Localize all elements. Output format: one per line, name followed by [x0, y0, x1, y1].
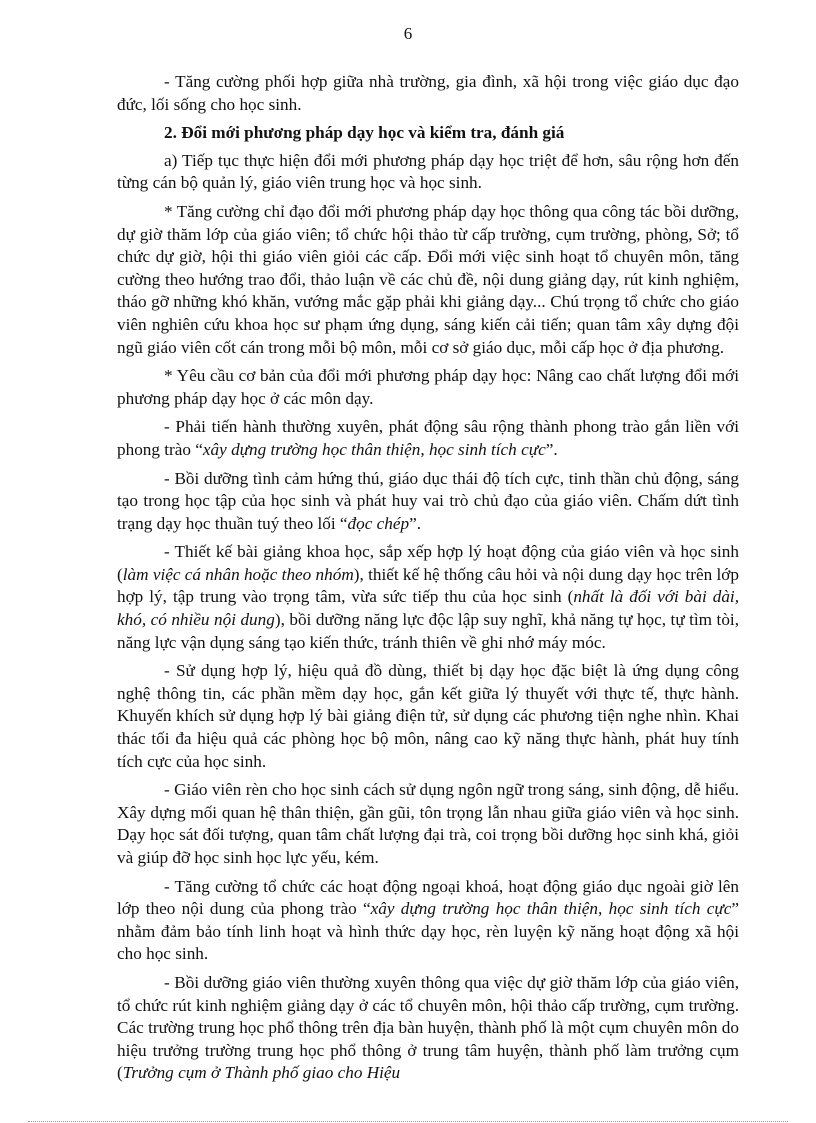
text-run: ”. [545, 439, 558, 459]
italic-text: nhất là đối với bài dài, khó, có nhiều nội dung [117, 587, 739, 630]
text-run: ), thiết kế hệ thống câu hỏi và nội dung dạy học trên lớp hợp lý, tập trung vào trọng tâm, vừa sức tiếp thu của học sinh ( [117, 564, 739, 607]
text-run: ), bồi dưỡng năng lực độc lập suy nghĩ, khả năng tự học, tự tìm tòi, năng lực vận dụng sáng tạo kiến thức, tránh thiên về ghi nhớ máy móc. [117, 610, 739, 652]
section-heading: 2. Đổi mới phương pháp dạy học và kiểm tra, đánh giá [164, 123, 565, 143]
paragraph: - Giáo viên rèn cho học sinh cách sử dụng ngôn ngữ trong sáng, sinh động, dễ hiểu. Xây dựng mối quan hệ thân thiện, gần gũi, tôn trọng lẫn nhau giữa giáo viên và học sinh. Dạy học sát đối tượng, quan tâm chất lượng đại trà, coi trọng bồi dưỡng học sinh khá, giỏi và giúp đỡ học sinh học lực yếu, kém. [117, 780, 739, 867]
paragraph [117, 468, 739, 536]
text-run: ” nhằm đảm bảo tính linh hoạt và hình thức dạy học, rèn luyện kỹ năng hoạt động xã hội cho học sinh. [117, 899, 739, 964]
paragraph [117, 972, 739, 1085]
italic-text: xây dựng trường học thân thiện, học sinh tích cực [202, 439, 546, 459]
italic-text: làm việc cá nhân hoặc theo nhóm [122, 564, 354, 584]
paragraph [117, 416, 739, 461]
paragraph [117, 876, 739, 966]
paragraph: - Tăng cường phối hợp giữa nhà trường, gia đình, xã hội trong việc giáo dục đạo đức, lối sống cho học sinh. [117, 72, 739, 114]
italic-text: Trưởng cụm ở Thành phố giao cho Hiệu [122, 1063, 401, 1083]
italic-text: đọc chép [347, 513, 410, 533]
text-run: - Bồi dưỡng tình cảm hứng thú, giáo dục thái độ tích cực, tinh thần chủ động, sáng tạo trong học tập của học sinh và phát huy vai trò chủ đạo của giáo viên. Chấm dứt tình trạng dạy học thuần tuý theo lối “ [117, 468, 739, 533]
paragraph: a) Tiếp tục thực hiện đổi mới phương pháp dạy học triệt để hơn, sâu rộng hơn đến từng cán bộ quản lý, giáo viên trung học và học sinh. [117, 150, 739, 193]
paragraph [117, 541, 739, 654]
page-number: 6 [403, 24, 413, 43]
paragraph: - Sử dụng hợp lý, hiệu quả đồ dùng, thiết bị dạy học đặc biệt là ứng dụng công nghệ thông tin, các phần mềm dạy học, gắn kết giữa lý thuyết với thực tế, thực hành. Khuyến khích sử dụng hợp lý bài giảng điện tử, sử dụng các phương tiện nghe nhìn. Khai thác tối đa hiệu quả các phòng học bộ môn, nâng cao kỹ năng thực hành, phát huy tính tích cực của học sinh. [117, 661, 739, 771]
text-run: - Phải tiến hành thường xuyên, phát động sâu rộng thành phong trào gắn liền với phong trào “ [117, 417, 739, 459]
paragraph: * Yêu cầu cơ bản của đổi mới phương pháp dạy học: Nâng cao chất lượng đổi mới phương pháp dạy học ở các môn dạy. [117, 366, 739, 408]
text-run: - Thiết kế bài giảng khoa học, sắp xếp hợp lý hoạt động của giáo viên và học sinh ( [117, 542, 739, 584]
text-run: ”. [409, 513, 422, 533]
document-body [117, 71, 739, 1091]
text-run: - Tăng cường tổ chức các hoạt động ngoại khoá, hoạt động giáo dục ngoài giờ lên lớp theo nội dung của phong trào “ [117, 876, 739, 919]
paragraph: * Tăng cường chỉ đạo đổi mới phương pháp dạy học thông qua công tác bồi dưỡng, dự giờ thăm lớp của giáo viên; tổ chức hội thảo từ cấp trường, cụm trường, phòng, Sở; tổ chức dự giờ, hội thi giáo viên giỏi các cấp. Đổi mới việc sinh hoạt tổ chuyên môn, tăng cường theo hướng trao đổi, thảo luận về các chủ đề, nội dung giảng dạy, rút kinh nghiệm, tháo gỡ những khó khăn, vướng mắc gặp phải khi giảng dạy... Chú trọng tổ chức cho giáo viên nghiên cứu khoa học sư phạm ứng dụng, sáng kiến cải tiến; quan tâm xây dựng đội ngũ giáo viên cốt cán trong mỗi bộ môn, mỗi cơ sở giáo dục, mỗi cấp học ở địa phương. [117, 201, 739, 357]
text-run: - Bồi dưỡng giáo viên thường xuyên thông qua việc dự giờ thăm lớp của giáo viên, tổ chức rút kinh nghiệm giảng dạy ở các tổ chuyên môn, hội thảo cấp trường, cụm trường. Các trường trung học phổ thông trên địa bàn huyện, thành phố là một cụm chuyên môn do hiệu trưởng trường trung học phổ thông ở trung tâm huyện, thành phố làm trưởng cụm ( [117, 972, 739, 1083]
page-bottom-divider [28, 1121, 788, 1122]
italic-text: xây dựng trường học thân thiện, học sinh tích cực [370, 899, 732, 919]
